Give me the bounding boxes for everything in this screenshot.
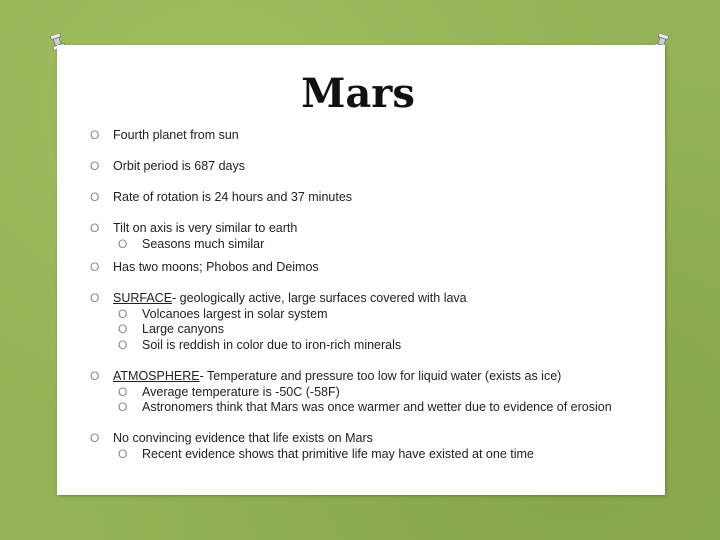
- bullet-text: Has two moons; Phobos and Deimos: [113, 260, 319, 274]
- bullet-marker: O: [118, 447, 128, 461]
- bullet-marker: O: [118, 338, 128, 352]
- surface-label: SURFACE: [113, 291, 173, 305]
- atmosphere-label: ATMOSPHERE: [113, 369, 200, 383]
- bullet-marker: O: [118, 322, 128, 336]
- bullet-marker: O: [90, 221, 100, 235]
- sub-bullet-text: Soil is reddish in color due to iron-rich minerals: [142, 338, 402, 352]
- bullet-text: Fourth planet from sun: [113, 128, 239, 142]
- atmosphere-text: - Temperature and pressure too low for liquid water (exists as ice): [199, 369, 562, 383]
- sub-bullet-text: Astronomers think that Mars was once warmer and wetter due to evidence of erosion: [142, 400, 612, 414]
- sub-bullet-text: Recent evidence shows that primitive life may have existed at one time: [142, 447, 534, 461]
- bullet-text: Tilt on axis is very similar to earth: [113, 221, 298, 235]
- bullet-marker: O: [90, 291, 100, 305]
- bullet-text: [113, 368, 561, 384]
- bullet-marker: O: [90, 369, 100, 383]
- surface-text: - geologically active, large surfaces covered with lava: [172, 291, 467, 305]
- bullet-marker: O: [118, 307, 128, 321]
- bullet-text: [113, 290, 467, 306]
- bullet-marker: O: [90, 159, 100, 173]
- bullet-marker: O: [118, 237, 128, 251]
- bullet-text: Orbit period is 687 days: [113, 159, 246, 173]
- bullet-marker: O: [90, 128, 100, 142]
- sub-bullet-text: Average temperature is -50C (-58F): [142, 385, 340, 399]
- bullet-marker: O: [90, 431, 100, 445]
- sub-bullet-text: Volcanoes largest in solar system: [142, 307, 328, 321]
- bullet-text: No convincing evidence that life exists on Mars: [113, 431, 373, 445]
- slide-title: Mars: [301, 70, 415, 117]
- bullet-marker: O: [118, 385, 128, 399]
- sub-bullet-text: Seasons much similar: [142, 237, 265, 251]
- sub-bullet-text: Large canyons: [142, 322, 225, 336]
- bullet-text: Rate of rotation is 24 hours and 37 minutes: [113, 190, 353, 204]
- bullet-marker: O: [90, 260, 100, 274]
- bullet-marker: O: [90, 190, 100, 204]
- bullet-marker: O: [118, 400, 128, 414]
